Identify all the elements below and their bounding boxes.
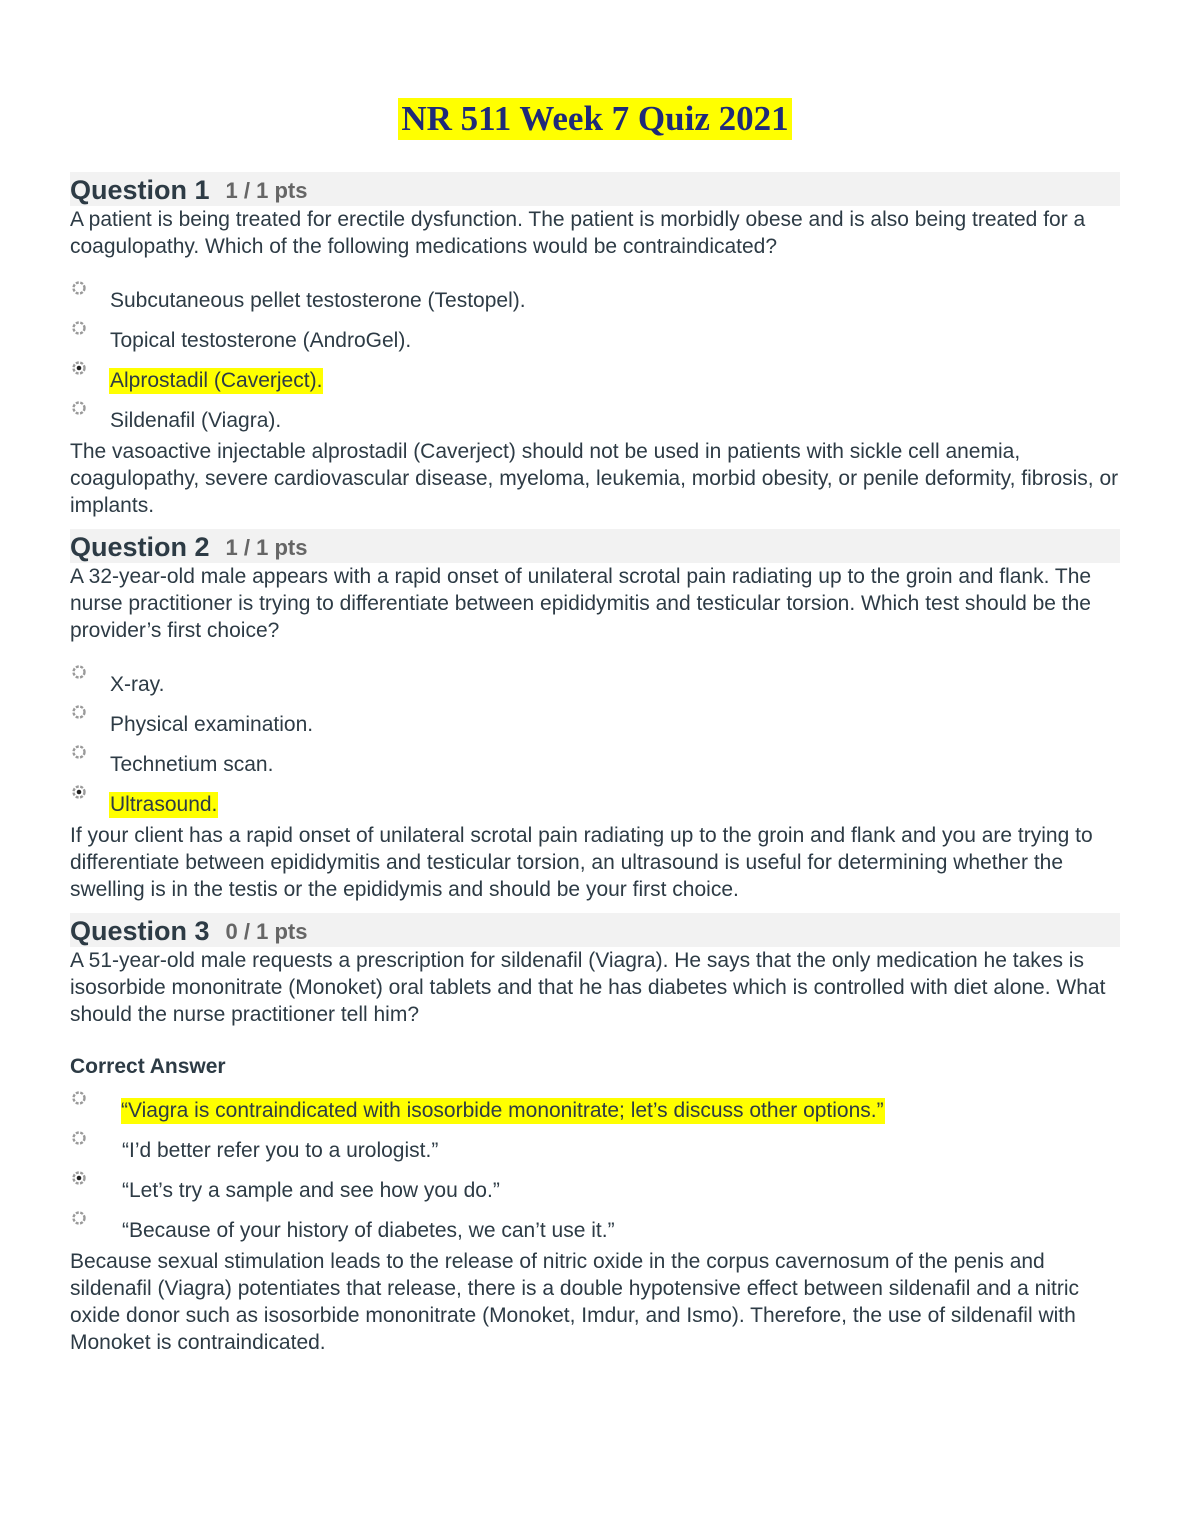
question-title: Question 1 [70,175,210,205]
answer-label: “Because of your history of diabetes, we can’t use it.” [122,1219,615,1242]
answer-option[interactable] [70,404,1120,444]
answer-label: X-ray. [110,673,165,696]
answer-option[interactable] [70,364,1120,404]
question-3 [70,913,1120,1356]
answer-list [70,1094,1120,1254]
answer-label: Sildenafil (Viagra). [110,409,282,432]
question-header [70,529,1120,563]
answer-label: Subcutaneous pellet testosterone (Testopel). [110,289,526,312]
answer-option[interactable] [70,748,1120,788]
question-title: Question 3 [70,916,210,946]
radio-unchecked-icon[interactable] [72,665,86,679]
radio-unchecked-icon[interactable] [72,1211,86,1225]
title-wrapper [0,98,1190,140]
answer-list [70,284,1120,444]
radio-unchecked-icon[interactable] [72,705,86,719]
radio-checked-icon[interactable] [72,1171,86,1185]
radio-unchecked-icon[interactable] [72,745,86,759]
radio-checked-icon[interactable] [72,785,86,799]
question-2 [70,529,1120,903]
question-text: A patient is being treated for erectile dysfunction. The patient is morbidly obese and is also being treated for a coagulopathy. Which of the following medications would be contraindicated? [70,208,1086,258]
answer-label: Technetium scan. [110,753,274,776]
radio-unchecked-icon[interactable] [72,281,86,295]
answer-label: Physical examination. [110,713,314,736]
answer-option[interactable] [70,1134,1120,1174]
question-title: Question 2 [70,532,210,562]
answer-option[interactable] [70,1214,1120,1254]
answer-label: “I’d better refer you to a urologist.” [122,1139,439,1162]
answer-option[interactable] [70,1094,1120,1134]
question-points: 1 / 1 pts [225,178,308,203]
question-1 [70,172,1120,519]
answer-label: Topical testosterone (AndroGel). [110,329,412,352]
radio-unchecked-icon[interactable] [72,321,86,335]
answer-explanation: Because sexual stimulation leads to the release of nitric oxide in the corpus cavernosum of the penis and sildenafil (Viagra) potentiates that release, there is a double hypotensive effect between sildenafil and a nitric oxide donor such as isosorbide mononitrate (Monoket, Imdur, and Ismo). Therefore, the use of sildenafil with Monoket is contraindicated. [70,1250,1080,1354]
radio-unchecked-icon[interactable] [72,1131,86,1145]
question-header [70,172,1120,206]
question-text: A 51-year-old male requests a prescription for sildenafil (Viagra). He says that the only medication he takes is isosorbide mononitrate (Monoket) oral tablets and that he has diabetes which is controlled with diet alone. What should the nurse practitioner tell him? [70,949,1106,1026]
answer-list [70,668,1120,828]
answer-label: Alprostadil (Caverject). [110,369,323,392]
answer-option[interactable] [70,708,1120,748]
answer-label: “Viagra is contraindicated with isosorbide mononitrate; let’s discuss other options.” [121,1099,884,1122]
question-text: A 32-year-old male appears with a rapid onset of unilateral scrotal pain radiating up to the groin and flank. The nurse practitioner is trying to differentiate between epididymitis and testicular torsion. Which test should be the provider’s first choice? [70,565,1092,642]
answer-option[interactable] [70,284,1120,324]
answer-option[interactable] [70,324,1120,364]
answer-explanation: If your client has a rapid onset of unilateral scrotal pain radiating up to the groin and flank and you are trying to differentiate between epididymitis and testicular torsion, an ultrasound is useful for determining whether the swelling is in the testis or the epididymis and should be your first choice. [70,824,1093,901]
correct-answer-label: Correct Answer [70,1055,226,1078]
question-header [70,913,1120,947]
answer-option[interactable] [70,668,1120,708]
answer-label: “Let’s try a sample and see how you do.” [122,1179,500,1202]
question-points: 0 / 1 pts [225,919,308,944]
answer-explanation: The vasoactive injectable alprostadil (Caverject) should not be used in patients with sickle cell anemia, coagulopathy, severe cardiovascular disease, myeloma, leukemia, morbid obesity, or penile deformity, fibrosis, or implants. [70,440,1119,517]
radio-unchecked-icon[interactable] [72,1091,86,1105]
question-points: 1 / 1 pts [225,535,308,560]
answer-label: Ultrasound. [110,793,218,816]
answer-option[interactable] [70,788,1120,828]
radio-checked-icon[interactable] [72,361,86,375]
document-title: NR 511 Week 7 Quiz 2021 [398,98,791,140]
radio-unchecked-icon[interactable] [72,401,86,415]
answer-option[interactable] [70,1174,1120,1214]
